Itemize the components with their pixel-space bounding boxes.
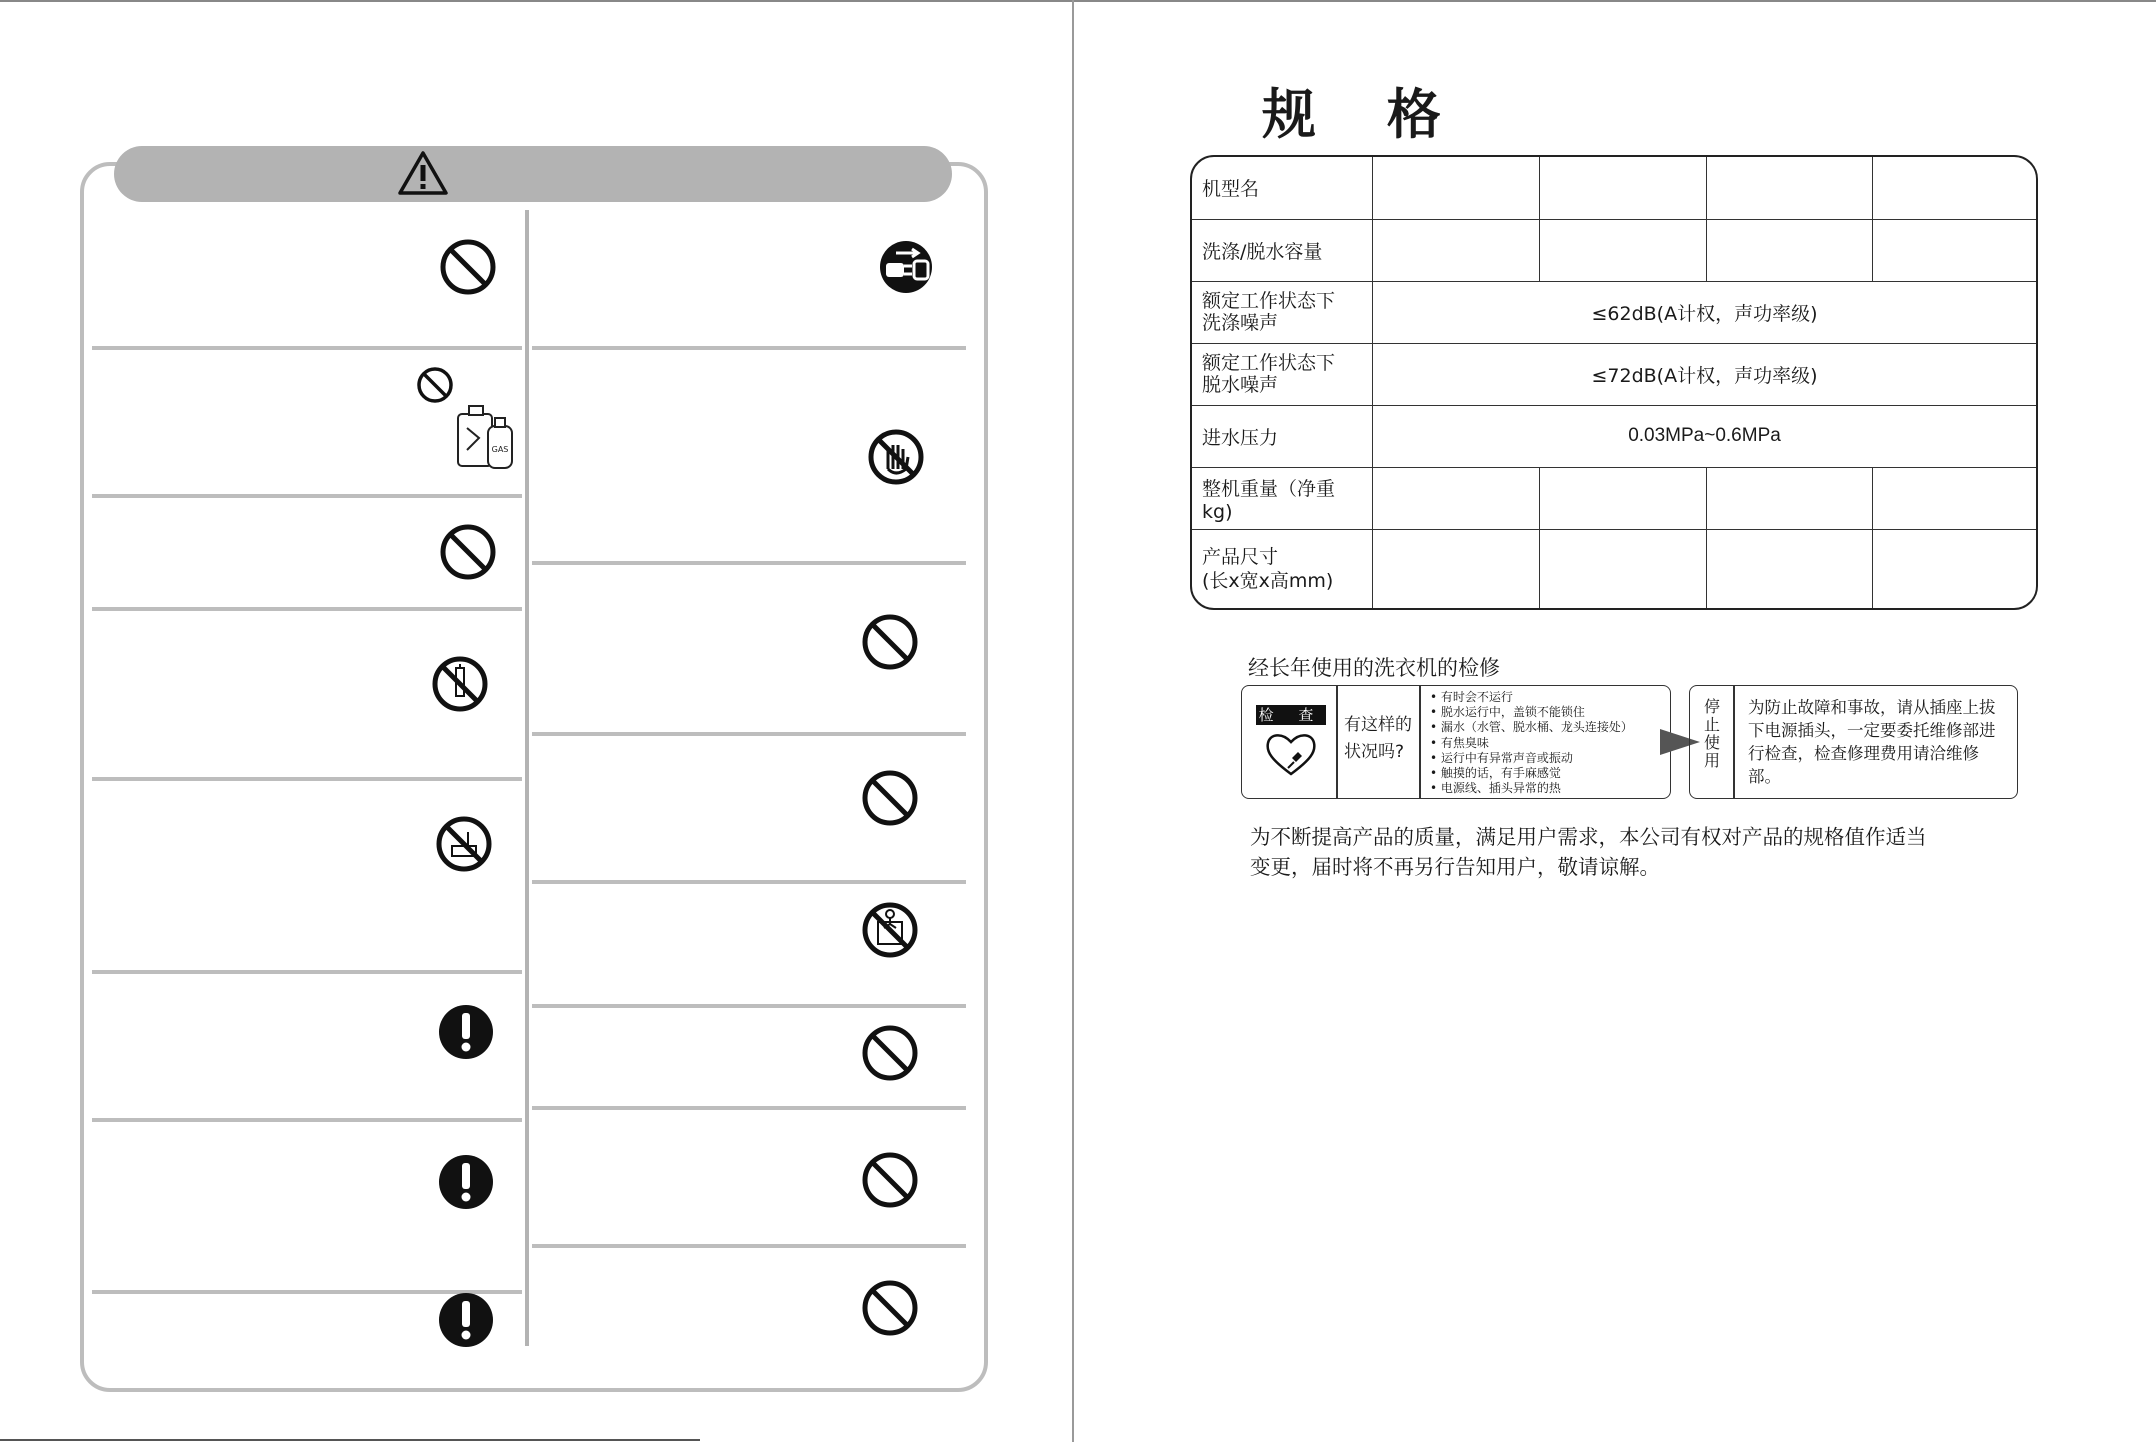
prohibited-icon <box>858 1021 922 1085</box>
prohibited-disassemble-icon <box>428 652 492 716</box>
table-row <box>1192 281 2036 343</box>
stop-use-text: 为防止故障和事故，请从插座上拔下电源插头，一定要委托维修部进行检查，检查修理费用请洽维修部。 <box>1748 698 1996 786</box>
question-text: 有这样的 状况吗? <box>1344 715 1412 762</box>
spec-label-model: 机型名 <box>1192 157 1373 219</box>
prohibited-icon <box>858 610 922 674</box>
warning-panel-header <box>114 146 952 202</box>
gas-can-icon <box>455 402 515 472</box>
list-item: • 触摸的话，有手麻感觉 <box>1430 766 1633 781</box>
list-item: • 电源线、插头异常的热 <box>1430 781 1633 796</box>
table-row <box>1192 467 2036 529</box>
prohibited-icon <box>858 1148 922 1212</box>
list-item: • 漏水（水管、脱水桶、龙头连接处） <box>1430 720 1633 735</box>
unplug-icon <box>874 235 938 299</box>
row-divider <box>92 494 522 498</box>
spec-label-dimensions: 产品尺寸 (长x宽x高mm) <box>1192 529 1373 608</box>
spec-value-spin-noise: ≤72dB(A计权，声功率级) <box>1373 343 2037 405</box>
symptom-list <box>1430 690 1633 796</box>
maintenance-title: 经长年使用的洗衣机的检修 <box>1248 656 1500 680</box>
list-item: • 有时会不运行 <box>1430 690 1633 705</box>
row-divider <box>532 880 966 884</box>
table-row <box>1192 157 2036 219</box>
spec-label-water-pressure: 进水压力 <box>1192 405 1373 467</box>
inspect-label: 检 查 <box>1256 705 1326 725</box>
row-divider <box>92 607 522 611</box>
column-divider <box>525 210 529 1346</box>
table-row <box>1192 529 2036 608</box>
top-border <box>0 0 2156 2</box>
warning-triangle-icon <box>397 150 449 196</box>
stop-use-label: 停止使用 <box>1703 697 1720 770</box>
mandatory-icon <box>434 1150 498 1214</box>
spec-table <box>1190 155 2038 610</box>
list-item: • 运行中有异常声音或振动 <box>1430 751 1633 766</box>
divider <box>1733 686 1735 798</box>
prohibited-icon <box>436 235 500 299</box>
spec-label-wash-noise: 额定工作状态下 洗涤噪声 <box>1192 281 1373 343</box>
gas-can-label: GAS <box>491 445 509 454</box>
list-item: • 有焦臭味 <box>1430 736 1633 751</box>
row-divider <box>532 1244 966 1248</box>
prohibited-icon <box>858 766 922 830</box>
prohibited-small-icon <box>415 365 455 405</box>
page-fold-line <box>1072 0 1074 1442</box>
row-divider <box>532 561 966 565</box>
row-divider <box>532 1004 966 1008</box>
row-divider <box>92 777 522 781</box>
page-title: 规 格 <box>1262 83 1467 146</box>
table-row <box>1192 343 2036 405</box>
prohibited-icon <box>436 520 500 584</box>
spec-change-note: 为不断提高产品的质量，满足用户需求，本公司有权对产品的规格值作适当变更，届时将不再另行告知用户，敬请谅解。 <box>1250 825 1927 879</box>
row-divider <box>92 346 522 350</box>
mandatory-icon <box>434 1288 498 1352</box>
no-touch-icon <box>864 425 928 489</box>
spec-label-weight: 整机重量（净重kg) <box>1192 467 1373 529</box>
row-divider <box>532 732 966 736</box>
row-divider <box>532 346 966 350</box>
table-row <box>1192 219 2036 281</box>
divider <box>1336 686 1338 798</box>
row-divider <box>92 1118 522 1122</box>
bottom-border <box>0 1439 700 1441</box>
prohibited-water-icon <box>432 812 496 876</box>
heart-plug-icon <box>1262 728 1320 780</box>
prohibited-climb-icon <box>858 898 922 962</box>
row-divider <box>532 1106 966 1110</box>
spec-label-spin-noise: 额定工作状态下 脱水噪声 <box>1192 343 1373 405</box>
prohibited-icon <box>858 1276 922 1340</box>
spec-label-capacity: 洗涤/脱水容量 <box>1192 219 1373 281</box>
divider <box>1419 686 1421 798</box>
table-row <box>1192 405 2036 467</box>
mandatory-icon <box>434 1000 498 1064</box>
spec-value-water-pressure: 0.03MPa~0.6MPa <box>1373 405 2037 467</box>
spec-value-wash-noise: ≤62dB(A计权，声功率级) <box>1373 281 2037 343</box>
list-item: • 脱水运行中，盖锁不能锁住 <box>1430 705 1633 720</box>
row-divider <box>92 970 522 974</box>
